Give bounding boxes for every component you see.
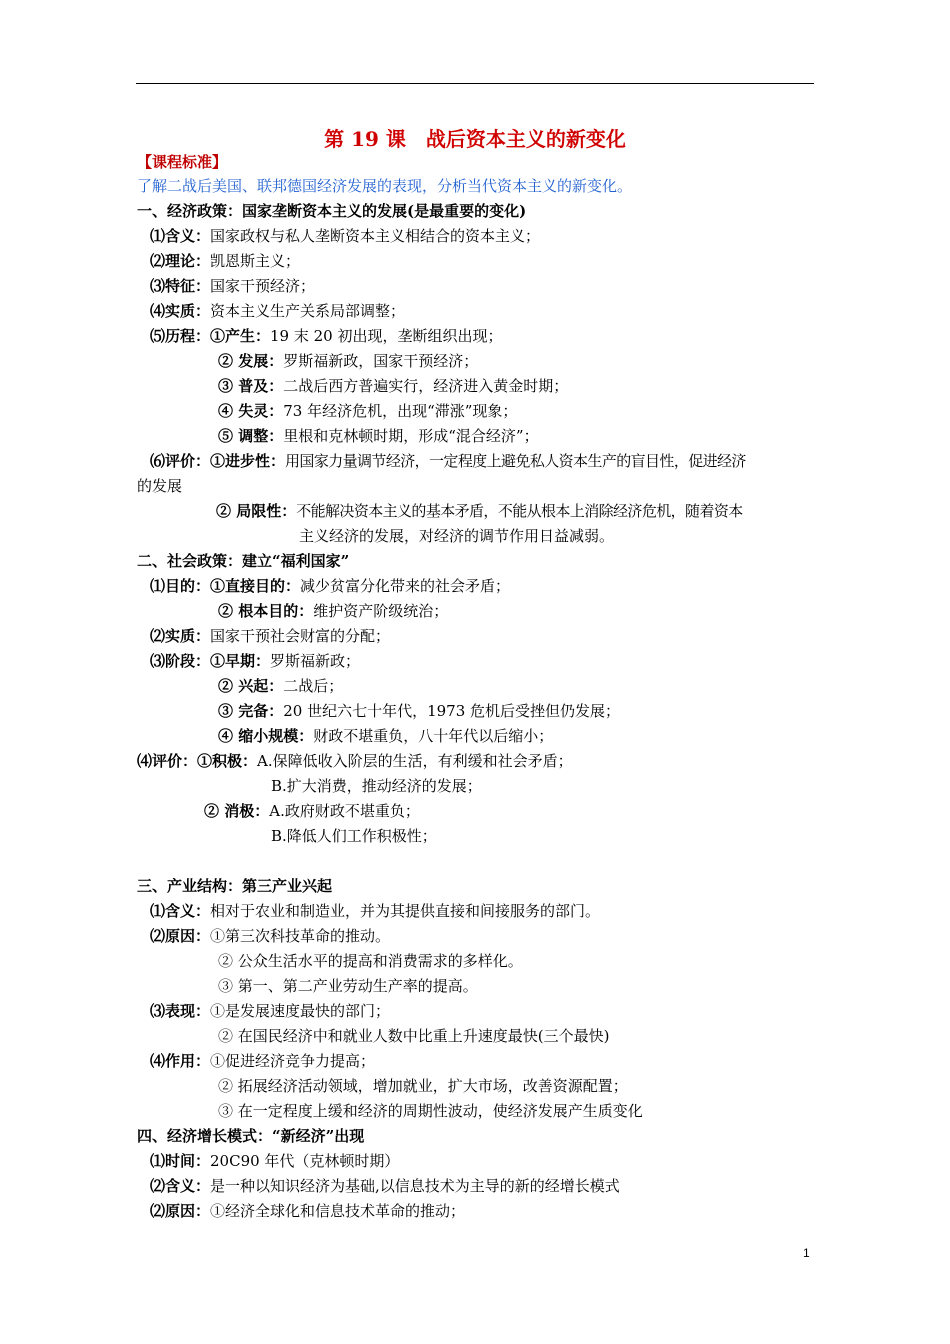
s1-continuation: 主义经济的发展，对经济的调节作用日益减弱。 — [299, 527, 615, 545]
s2-value: A.政府财政不堪重负； — [269, 802, 420, 820]
s4-value: ①经济全球化和信息技术革命的推动； — [210, 1202, 466, 1220]
s1-line — [218, 426, 539, 446]
s1-line — [218, 376, 568, 396]
s2-value: 罗斯福新政； — [270, 652, 361, 670]
s2-line — [204, 801, 420, 821]
s1-line — [150, 251, 300, 271]
s3-value: ①促进经济竞争力提高； — [210, 1052, 376, 1070]
s2-line — [150, 626, 390, 646]
s2-line — [218, 726, 553, 746]
s4-key: ⑵原因： — [150, 1202, 211, 1220]
s2-line — [218, 701, 620, 721]
s2-value: 维护资产阶级统治； — [313, 602, 449, 620]
section-4-heading: 四、经济增长模式：“新经济”出现 — [137, 1127, 365, 1145]
standard-text: 了解二战后美国、联邦德国经济发展的表现，分析当代资本主义的新变化。 — [137, 177, 633, 195]
s1-line — [150, 301, 405, 321]
s2-value: A.保障低收入阶层的生活，有利缓和社会矛盾； — [257, 752, 573, 770]
s3-line — [150, 926, 390, 946]
s2-key: ⑵实质： — [150, 627, 211, 645]
s2-key: ⑴目的：①直接目的： — [150, 577, 301, 595]
s1-line — [216, 501, 743, 521]
s2-subitem: B.扩大消费，推动经济的发展； — [271, 777, 482, 795]
s3-key: ⑶表现： — [150, 1002, 211, 1020]
s4-line — [150, 1201, 465, 1221]
section-1-heading: 一、经济政策：国家垄断资本主义的发展(是最重要的变化) — [137, 202, 527, 220]
s4-key: ⑵含义： — [150, 1177, 211, 1195]
s4-key: ⑴时间： — [150, 1152, 211, 1170]
s1-line — [150, 276, 315, 296]
s2-line — [150, 651, 360, 671]
s1-key: ⑹评价：①进步性： — [150, 452, 286, 470]
s4-line — [150, 1151, 399, 1171]
section-2-heading: 二、社会政策：建立“福利国家” — [137, 552, 350, 570]
s1-value: 19 末 20 初出现，垄断组织出现； — [270, 327, 503, 345]
s3-key: ⑵原因： — [150, 927, 211, 945]
s2-value: 减少贫富分化带来的社会矛盾； — [300, 577, 511, 595]
s1-key: ② 局限性： — [216, 502, 297, 520]
s1-value: 国家干预经济； — [210, 277, 316, 295]
s2-value: 国家干预社会财富的分配； — [210, 627, 391, 645]
s1-value: 凯恩斯主义； — [210, 252, 301, 270]
s3-line — [150, 1001, 390, 1021]
s3-line — [150, 901, 600, 921]
s3-key: ⑴含义： — [150, 902, 211, 920]
s4-value: 是一种以知识经济为基础,以信息技术为主导的新的经增长模式 — [210, 1177, 620, 1195]
s1-value: 里根和克林顿时期，形成“混合经济”； — [283, 427, 539, 445]
s2-value: 二战后； — [283, 677, 344, 695]
s4-line — [150, 1176, 620, 1196]
s3-value: ①是发展速度最快的部门； — [210, 1002, 391, 1020]
s1-continuation: 的发展 — [137, 477, 183, 495]
s3-value: 相对于农业和制造业，并为其提供直接和间接服务的部门。 — [210, 902, 601, 920]
s1-key: ⑶特征： — [150, 277, 211, 295]
s2-line — [150, 576, 510, 596]
s1-value: 国家政权与私人垄断资本主义相结合的资本主义； — [210, 227, 541, 245]
s2-value: 20 世纪六七十年代，1973 危机后受挫但仍发展； — [283, 702, 621, 720]
s1-key: ④ 失灵： — [218, 402, 284, 420]
s3-subitem: ② 在国民经济中和就业人数中比重上升速度最快(三个最快) — [218, 1027, 610, 1045]
s3-subitem: ② 拓展经济活动领域，增加就业，扩大市场，改善资源配置； — [218, 1077, 628, 1095]
s1-value: 罗斯福新政，国家干预经济； — [283, 352, 479, 370]
s2-key: ② 根本目的： — [218, 602, 314, 620]
s1-key: ② 发展： — [218, 352, 284, 370]
standard-heading: 【课程标准】 — [137, 153, 228, 171]
s1-key: ⑷实质： — [150, 302, 211, 320]
s2-line — [137, 751, 573, 771]
s2-key: ⑷评价：①积极： — [137, 752, 258, 770]
s2-key: ② 兴起： — [218, 677, 284, 695]
s1-key: ⑸历程：①产生： — [150, 327, 271, 345]
s3-line — [150, 1051, 375, 1071]
s3-subitem: ② 公众生活水平的提高和消费需求的多样化。 — [218, 952, 523, 970]
s1-line — [218, 401, 517, 421]
s2-subitem: B.降低人们工作积极性； — [271, 827, 437, 845]
page-title: 第 19 课 战后资本主义的新变化 — [324, 127, 626, 151]
s1-value: 二战后西方普遍实行，经济进入黄金时期； — [283, 377, 569, 395]
s1-value: 用国家力量调节经济，一定程度上避免私人资本生产的盲目性，促进经济 — [285, 452, 746, 470]
s1-line — [150, 226, 540, 246]
s2-key: ⑶阶段：①早期： — [150, 652, 271, 670]
header-rule — [136, 83, 814, 84]
s2-key: ② 消极： — [204, 802, 270, 820]
s2-key: ④ 缩小规模： — [218, 727, 314, 745]
s1-line — [150, 451, 746, 471]
s2-value: 财政不堪重负，八十年代以后缩小； — [313, 727, 554, 745]
s1-value: 73 年经济危机，出现“滞涨”现象； — [283, 402, 518, 420]
section-3-heading: 三、产业结构：第三产业兴起 — [137, 877, 333, 895]
s1-value: 不能解决资本主义的基本矛盾，不能从根本上消除经济危机，随着资本 — [296, 502, 743, 520]
s1-key: ⑤ 调整： — [218, 427, 284, 445]
s1-key: ③ 普及： — [218, 377, 284, 395]
s1-line — [150, 326, 503, 346]
s2-key: ③ 完备： — [218, 702, 284, 720]
page-number: 1 — [803, 1246, 810, 1260]
s3-value: ①第三次科技革命的推动。 — [210, 927, 391, 945]
s1-key: ⑴含义： — [150, 227, 211, 245]
s1-key: ⑵理论： — [150, 252, 211, 270]
s4-value: 20C90 年代（克林顿时期） — [210, 1152, 400, 1170]
s3-key: ⑷作用： — [150, 1052, 211, 1070]
s3-subitem: ③ 第一、第二产业劳动生产率的提高。 — [218, 977, 478, 995]
s2-line — [218, 601, 448, 621]
s2-line — [218, 676, 343, 696]
s3-subitem: ③ 在一定程度上缓和经济的周期性波动，使经济发展产生质变化 — [218, 1102, 643, 1120]
s1-value: 资本主义生产关系局部调整； — [210, 302, 406, 320]
s1-line — [218, 351, 478, 371]
